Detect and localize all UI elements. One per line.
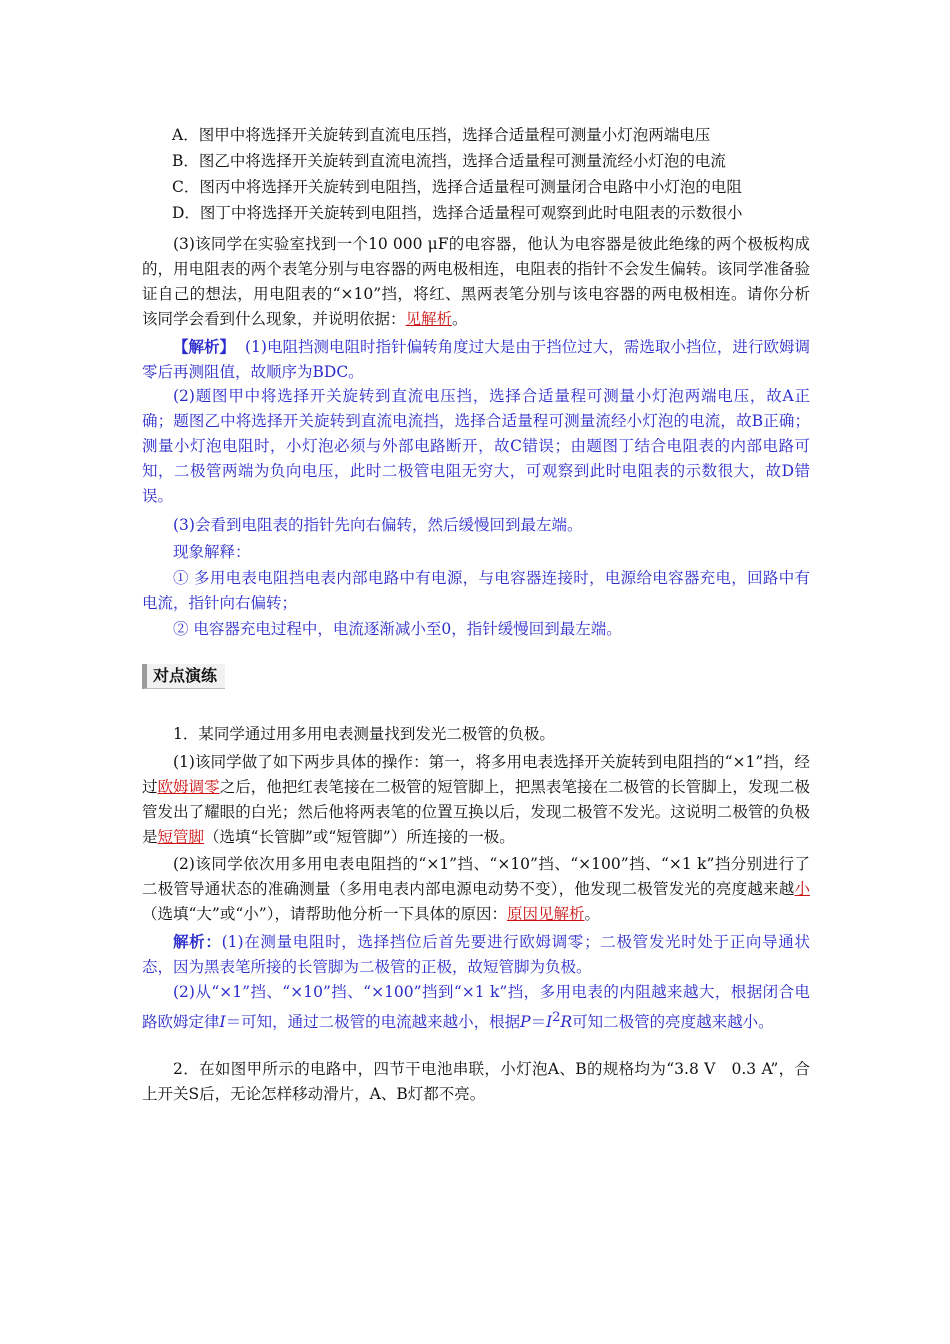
option-c: C．图丙中将选择开关旋转到电阻挡，选择合适量程可测量闭合电路中小灯泡的电阻: [172, 178, 742, 196]
exercise-1-q2-a: (2)该同学依次用多用电表电阻挡的“×1”挡、“×10”挡、“×100”挡、“×1 k”挡分别进行了二极管导通状态的准确测量（多用电表内部电源电动势不变），他发现二极管发光的亮度越来越: [142, 855, 810, 898]
superscript-2: 2: [552, 1010, 561, 1025]
symbol-p: P: [520, 1013, 531, 1032]
exercise-1-q1-b: 之后，他把红表笔接在二极管的短管脚上，把黑表笔接在二极管的长管脚上，发现二极管发出了耀眼的白光；然后他将两表笔的位置互换以后，发现二极管不发光。这说明二极管的负极是: [142, 778, 810, 846]
exercise-1-solution-1: [142, 929, 810, 980]
exercise-1-q2: [142, 852, 810, 927]
solution-2-a: (2)从“×1”挡、“×10”挡、“×100”挡到“×1 k”挡，多用电表的内阻越来越大，根据闭合电路欧姆定律: [142, 983, 810, 1032]
analysis-p1-text: (1)电阻挡测电阻时指针偏转角度过大是由于挡位过大，需选取小挡位，进行欧姆调零后再测阻值，故顺序为BDC。: [142, 338, 810, 381]
option-b: B．图乙中将选择开关旋转到直流电流挡，选择合适量程可测量流经小灯泡的电流: [172, 152, 726, 170]
solution-label: 解析：: [173, 932, 222, 951]
question-3-text: (3)该同学在实验室找到一个10 000 μF的电容器，他认为电容器是彼此绝缘的两个极板构成的，用电阻表的两个表笔分别与电容器的两电极相连，电阻表的指针不会发生偏转。该同学准备验证自己的想法，用电阻表的“×10”挡，将红、黑两表笔分别与该电容器的两电极相连。请你分析该同学会看到什么现象，并说明依据：: [142, 235, 810, 328]
solution-1-text: (1)在测量电阻时，选择挡位后首先要进行欧姆调零；二极管发光时处于正向导通状态，因为黑表笔所接的长管脚为二极管的正极，故短管脚为负极。: [142, 933, 810, 976]
analysis-p2: (2)题图甲中将选择开关旋转到直流电压挡，选择合适量程可测量小灯泡两端电压，故A正确；题图乙中将选择开关旋转到直流电流挡，选择合适量程可测量流经小灯泡的电流，故B正确；测量小灯泡电阻时，小灯泡必须与外部电路断开，故C错误；由题图丁结合电阻表的内部电路可知，二极管两端为负向电压，此时二极管电阻无穷大，可观察到此时电阻表的示数很大，故D错误。: [142, 387, 810, 505]
analysis-p3: (3)会看到电阻表的指针先向右偏转，然后缓慢回到最左端。: [173, 516, 583, 534]
exercise-1-q1-answer-2: 短管脚: [157, 828, 205, 846]
exercise-1-q1-c: （选填“长管脚”或“短管脚”）所连接的一极。: [204, 828, 515, 846]
exercise-1-q1-a: (1)该同学做了如下两步具体的操作：第一，将多用电表选择开关旋转到电阻挡的“×1”挡，经过: [142, 753, 810, 796]
analysis-p5: ① 多用电表电阻挡电表内部电路中有电源，与电容器连接时，电源给电容器充电，回路中有电流，指针向右偏转；: [142, 569, 810, 612]
analysis-p6: ② 电容器充电过程中，电流逐渐减小至0，指针缓慢回到最左端。: [173, 620, 622, 638]
exercise-1-q1-answer-1: 欧姆调零: [157, 778, 220, 796]
exercise-1-q2-c: 。: [584, 905, 600, 923]
analysis-label: 【解析】: [173, 337, 236, 356]
symbol-i2: I: [546, 1013, 553, 1032]
question-3: [142, 232, 810, 332]
option-d: D．图丁中将选择开关旋转到电阻挡，选择合适量程可观察到此时电阻表的示数很小: [172, 204, 743, 222]
solution-2-d: 可知二极管的亮度越来越小。: [572, 1013, 774, 1032]
exercise-1-q2-answer-2: 原因见解析: [506, 905, 585, 923]
exercise-1-q1: [142, 750, 810, 850]
option-a: A．图甲中将选择开关旋转到直流电压挡，选择合适量程可测量小灯泡两端电压: [172, 126, 711, 144]
symbol-i: I: [219, 1013, 226, 1032]
section-title: 对点演练: [142, 664, 225, 689]
exercise-1-stem: 1．某同学通过用多用电表测量找到发光二极管的负极。: [173, 725, 555, 743]
question-3-end: 。: [452, 310, 468, 328]
exercise-1-q2-b: （选填“大”或“小”），请帮助他分析一下具体的原因：: [142, 905, 507, 923]
solution-2-b: ＝可知，通过二极管的电流越来越小，根据: [225, 1013, 521, 1032]
exercise-1-solution-2: [142, 980, 810, 1035]
analysis-p1: [142, 334, 810, 385]
question-3-answer: 见解析: [405, 310, 453, 328]
solution-2-c: ＝: [530, 1013, 547, 1032]
analysis-p4: 现象解释：: [173, 543, 251, 561]
symbol-r: R: [560, 1013, 573, 1032]
exercise-2-stem: 2．在如图甲所示的电路中，四节干电池串联，小灯泡A、B的规格均为“3.8 V 0.3 A”，合上开关S后，无论怎样移动滑片，A、B灯都不亮。: [142, 1060, 810, 1103]
exercise-1-q2-answer-1: 小: [794, 880, 810, 898]
